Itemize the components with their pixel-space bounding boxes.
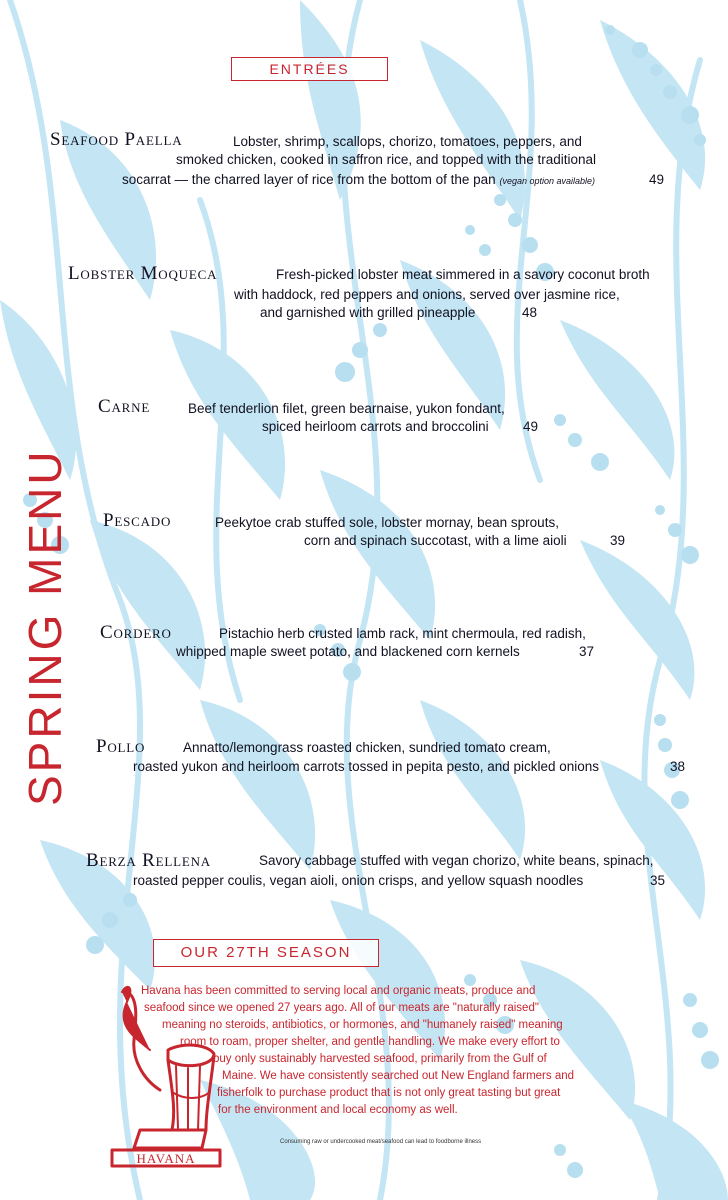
season-text-line: Havana has been committed to serving local and organic meats, produce and <box>141 985 536 997</box>
dish-desc-line: with haddock, red peppers and onions, served over jasmine rice, <box>234 287 620 302</box>
dish-name-cordero: Cordero <box>100 622 172 643</box>
dish-desc-line: roasted pepper coulis, vegan aioli, onion crisps, and yellow squash noodles <box>133 873 584 888</box>
dish-desc-line: Fresh-picked lobster meat simmered in a savory coconut broth <box>276 267 650 282</box>
dish-name-berza-rellena: Berza Rellena <box>86 850 211 871</box>
dish-desc-line: Pistachio herb crusted lamb rack, mint chermoula, red radish, <box>219 626 586 641</box>
dish-desc-line: Beef tenderlion filet, green bearnaise, yukon fondant, <box>188 401 505 416</box>
dish-name-lobster-moqueca: Lobster Moqueca <box>68 263 218 284</box>
season-text-line: fisherfolk to purchase product that is not only great tasting but great <box>217 1087 561 1099</box>
dish-desc-line: smoked chicken, cooked in saffron rice, and topped with the traditional <box>176 152 596 167</box>
dish-desc-line: whipped maple sweet potato, and blackened corn kernels <box>176 644 520 659</box>
dish-price: 49 <box>649 172 665 187</box>
season-text-line: seafood since we opened 27 years ago. All of our meats are "naturally raised" <box>144 1002 539 1014</box>
havana-logo <box>110 980 222 1170</box>
dish-desc-line: Peekytoe crab stuffed sole, lobster mornay, bean sprouts, <box>215 515 559 530</box>
dish-price: 37 <box>579 644 595 659</box>
dish-desc-line: corn and spinach succotast, with a lime aioli <box>304 533 567 548</box>
dish-name-pollo: Pollo <box>96 736 146 757</box>
dish-name-carne: Carne <box>98 396 151 417</box>
season-heading: OUR 27TH SEASON <box>153 939 379 967</box>
vegan-note: (vegan option available) <box>499 176 596 186</box>
season-text-line: for the environment and local economy as well. <box>218 1104 458 1116</box>
dish-price: 39 <box>610 533 626 548</box>
season-text-line: Maine. We have consistently searched out New England farmers and <box>222 1070 575 1082</box>
dish-price: 49 <box>523 419 539 434</box>
havana-logo-text: HAVANA <box>136 1151 196 1166</box>
dish-desc-line: socarrat — the charred layer of rice from the bottom of the pan (vegan option available) <box>122 172 596 187</box>
dish-desc-line: Savory cabbage stuffed with vegan chorizo, white beans, spinach, <box>259 853 654 868</box>
dish-name-seafood-paella: Seafood Paella <box>50 129 183 150</box>
season-text-line: meaning no steroids, antibiotics, or hormones, and "humanely raised" meaning <box>162 1019 563 1031</box>
dish-desc-line: roasted yukon and heirloom carrots tossed in pepita pesto, and pickled onions <box>133 759 600 774</box>
dish-desc-line: Lobster, shrimp, scallops, chorizo, tomatoes, peppers, and <box>233 134 582 149</box>
dish-desc-line: Annatto/lemongrass roasted chicken, sundried tomato cream, <box>183 740 551 755</box>
dish-price: 38 <box>670 759 686 774</box>
dish-price: 35 <box>650 873 666 888</box>
dish-desc-line: spiced heirloom carrots and broccolini <box>262 419 489 434</box>
foodborne-illness-disclaimer: Consuming raw or undercooked meat/seafood can lead to foodborne illness <box>280 1139 482 1145</box>
season-text-line: buy only sustainably harvested seafood, primarily from the Gulf of <box>213 1053 547 1065</box>
season-text-line: room to roam, proper shelter, and gentle handling. We make every effort to <box>180 1036 560 1048</box>
dish-name-pescado: Pescado <box>103 510 172 531</box>
entrees-heading: ENTRÉES <box>231 57 388 81</box>
dish-desc-line: and garnished with grilled pineapple <box>260 305 476 320</box>
dish-price: 48 <box>522 305 538 320</box>
